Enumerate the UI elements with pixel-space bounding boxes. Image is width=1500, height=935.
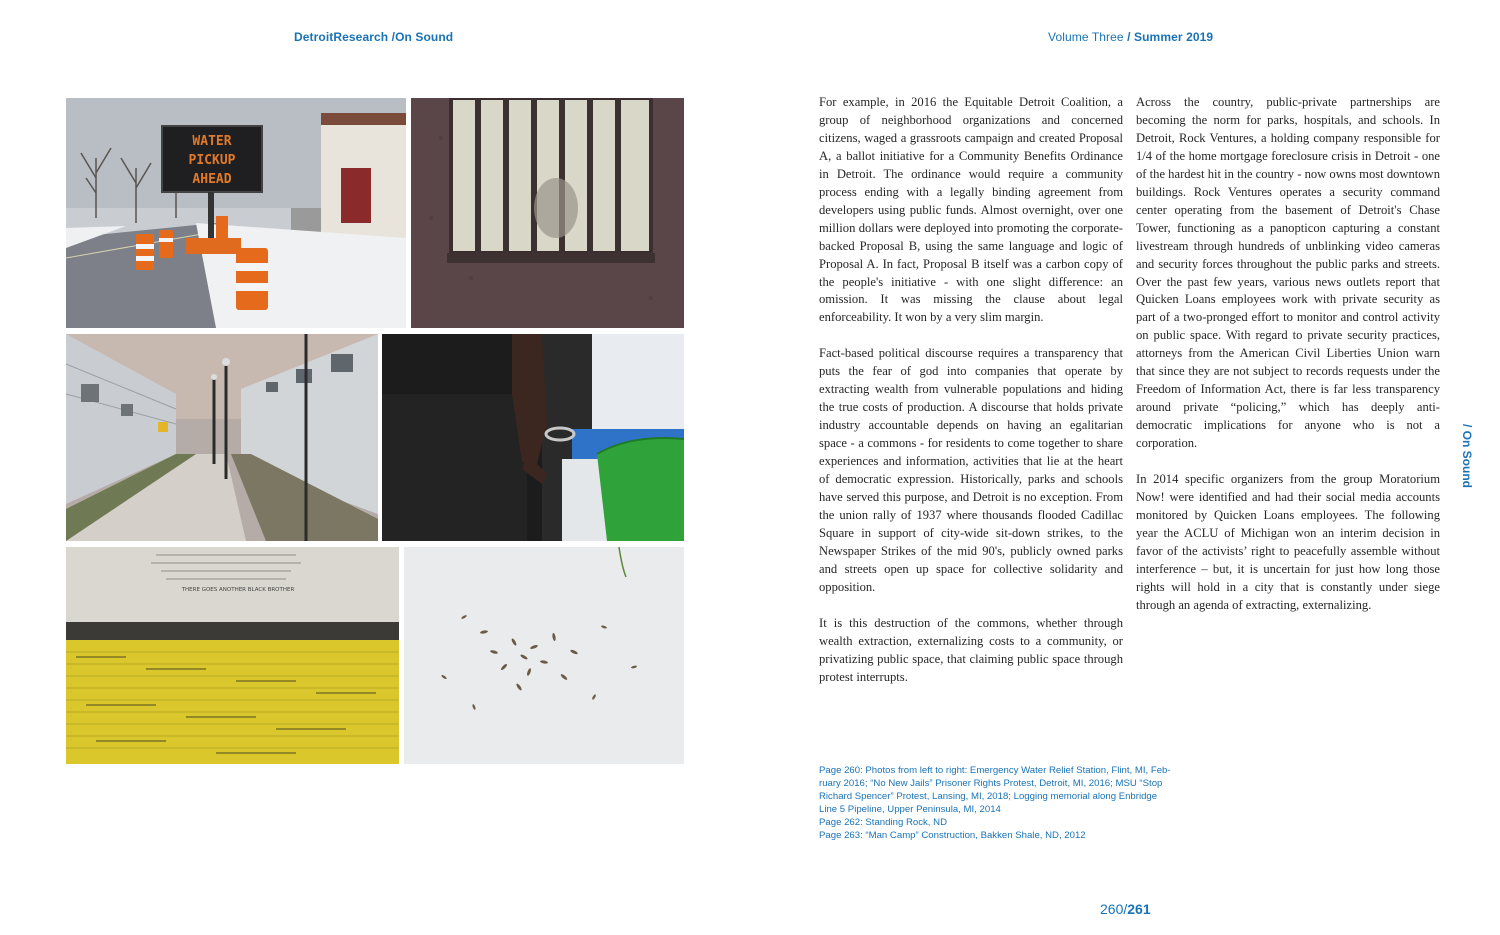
running-header-right xyxy=(1048,30,1213,44)
volume-label: Volume Three xyxy=(1048,30,1124,44)
paragraph: Across the country, public-private partnerships are becoming the norm for parks, hospitals, and schools. In Detroit, Rock Ventures, a holding company responsible for 1/4 of the home mortgage foreclosure crisis in Detroit - one of the hardest hit in the country - now owns most downtown buildings. Rock Ventures operates a security command center operating from the basement of Detroit's Chase Tower, functioning as a panopticon capturing a constant livestream through hundreds of unblinking video cameras and security forces throughout the public parks and streets. Over the past few years, various news outlets report that Quicken Loans employees work with private security as part of a two-pronged effort to monitor and control activity on public space. With regard to private security practices, attorneys from the American Civil Liberties Union warn that since they are not subject to records requests under the Freedom of Information Act, there is far less transparency around private “policing,” which has deeply anti-democratic implications for anyone who is not a corporation. xyxy=(1136,95,1440,451)
caption-line: Richard Spencer” Protest, Lansing, MI, 2018; Logging memorial along Enbridge xyxy=(819,791,1158,802)
photo-insects-on-snow xyxy=(404,547,684,764)
paragraph: In 2014 specific organizers from the group Moratorium Now! were identified and had their social media accounts monitored by Quicken Loans employees. The following year the ACLU of Michigan won an interim decision in favor of the activists’ right to peacefully assemble without interference – but, it is uncertain for just how long those rights will hold in a city that is constantly under siege through an agenda of extracting, externalizing. xyxy=(1136,472,1440,612)
paragraph: Fact-based political discourse requires a transparency that puts the fear of god into companies that operate by extracting wealth from vulnerable populations and hiding the true costs of production. A discourse that holds private industry accountable depends on having an egalitarian space - a commons - for residents to come together to share experiences and information, activities that lie at the heart of democratic expression. Historically, parks and schools have served this purpose, and Detroit is no exception. From the union rally of 1937 where thousands flooded Cadillac Square in support of city-wide sit-down strikes, to the Newspaper Strikes of the mid 90's, publicly owned parks and streets open up space for collective solidarity and opposition. xyxy=(819,346,1123,594)
page-number-left: 260/ xyxy=(1100,901,1128,917)
photo-barred-window xyxy=(411,98,684,328)
photo-handcuffed-protester xyxy=(382,334,684,541)
issue-label: Summer 2019 xyxy=(1134,30,1214,44)
page-number-right: 261 xyxy=(1127,901,1151,917)
caption-line: ruary 2016; “No New Jails” Prisoner Rights Protest, Detroit, MI, 2016; MSU “Stop xyxy=(819,778,1163,789)
wall-inscription: THERE GOES ANOTHER BLACK BROTHER xyxy=(181,587,295,593)
photo-graffiti-memorial-wall xyxy=(66,547,399,764)
paragraph: For example, in 2016 the Equitable Detroit Coalition, a group of neighborhood organizations and concerned citizens, waged a grassroots campaign and created Proposal A, a ballot initiative for a Community Benefits Ordinance in Detroit. The ordinance would require a community process ending with a legally binding agreement from developers using public funds. Almost overnight, over one million dollars were deployed into promoting the corporate-backed Proposal B, using the same language and logic of Proposal A. In fact, Proposal B itself was a carbon copy of the people's initiative - with one slight difference: an omission. It was missing the clause about legal enforceability. It won by a very slim margin. xyxy=(819,95,1123,325)
body-column-left xyxy=(819,94,1123,705)
header-separator: / xyxy=(1123,30,1135,44)
caption-line: Page 263: “Man Camp” Construction, Bakken Shale, ND, 2012 xyxy=(819,830,1086,841)
caption-line: Page 260: Photos from left to right: Emergency Water Relief Station, Flint, MI, Feb- xyxy=(819,765,1171,776)
photo-caption xyxy=(819,764,1204,842)
sign-line-2: PICKUP xyxy=(188,153,236,168)
page-number xyxy=(1100,901,1151,917)
sign-line-3: AHEAD xyxy=(192,172,232,187)
sign-line-1: WATER xyxy=(192,134,232,149)
photo-water-pickup-sign xyxy=(66,98,406,328)
paragraph: It is this destruction of the commons, whether through wealth extraction, externalizing costs to a community, or privatizing public space, that claiming public space through protest interrupts. xyxy=(819,615,1123,684)
body-column-right xyxy=(1136,94,1440,633)
caption-line: Page 262: Standing Rock, ND xyxy=(819,817,947,828)
photo-modular-buildings-walkway xyxy=(66,334,378,541)
running-header-left: DetroitResearch /On Sound xyxy=(294,30,454,44)
caption-line: Line 5 Pipeline, Upper Peninsula, MI, 2014 xyxy=(819,804,1001,815)
section-side-tab: / On Sound xyxy=(1460,424,1474,488)
